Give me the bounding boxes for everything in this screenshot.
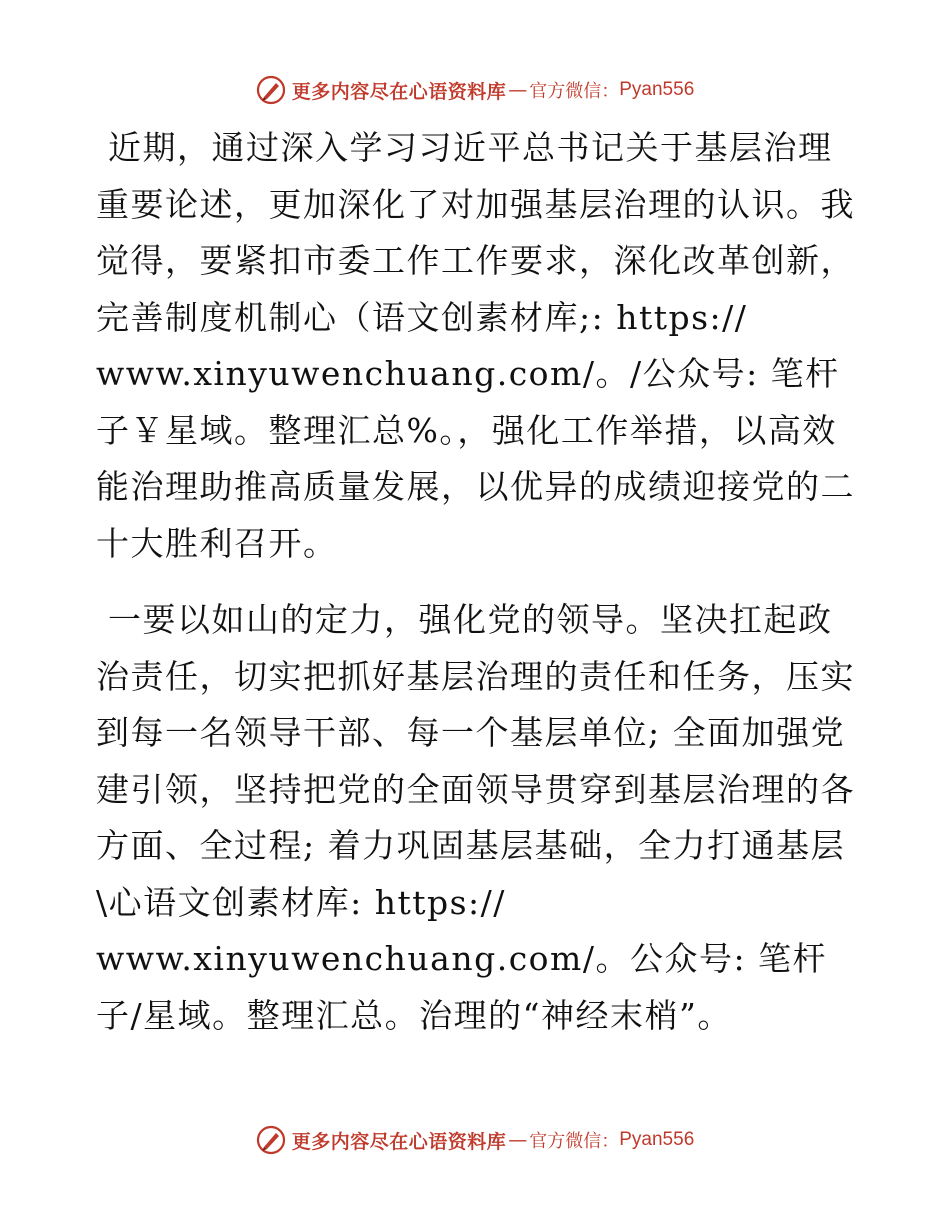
footer-watermark xyxy=(0,1120,950,1160)
watermark-id: Pyan556 xyxy=(619,79,695,100)
paragraph-2: 一要以如山的定力，强化党的领导。坚决扛起政治责任，切实把抓好基层治理的责任和任务，压实到每一名领导干部、每一个基层单位; 全面加强党建引领，坚持把党的全面领导贯穿到基层治理的各方面、全过程; 着力巩固基层基础，全力打通基层\心语文创素材库: https:// www.xinyuwenchuang.com/。公众号: 笔杆子/星域。整理汇总。治理的“神经末梢”。 xyxy=(96,600,855,1035)
watermark-id: Pyan556 xyxy=(619,1129,695,1150)
watermark-label: 官方微信： xyxy=(529,81,620,102)
pen-logo-icon xyxy=(256,75,286,105)
header-watermark xyxy=(0,70,950,110)
watermark-title: 更多内容尽在心语资料库 xyxy=(291,1130,507,1153)
document-body xyxy=(96,120,856,1044)
paragraph-1: 近期，通过深入学习习近平总书记关于基层治理重要论述，更加深化了对加强基层治理的认识。我觉得，要紧扣市委工作工作要求，深化改革创新，完善制度机制心（语文创素材库;: https:// www.xinyuwenchuang.com/。/公众号: 笔杆子￥星域。整理汇总%。，强化工作举措，以高效能治理助推高质量发展，以优异的成绩迎接党的二十大胜利召开。 xyxy=(96,128,855,563)
watermark-title: 更多内容尽在心语资料库 xyxy=(291,80,507,103)
pen-logo-icon xyxy=(256,1125,286,1155)
watermark-dash: — xyxy=(508,79,528,101)
watermark-dash: — xyxy=(508,1129,528,1151)
watermark-label: 官方微信： xyxy=(529,1131,620,1152)
